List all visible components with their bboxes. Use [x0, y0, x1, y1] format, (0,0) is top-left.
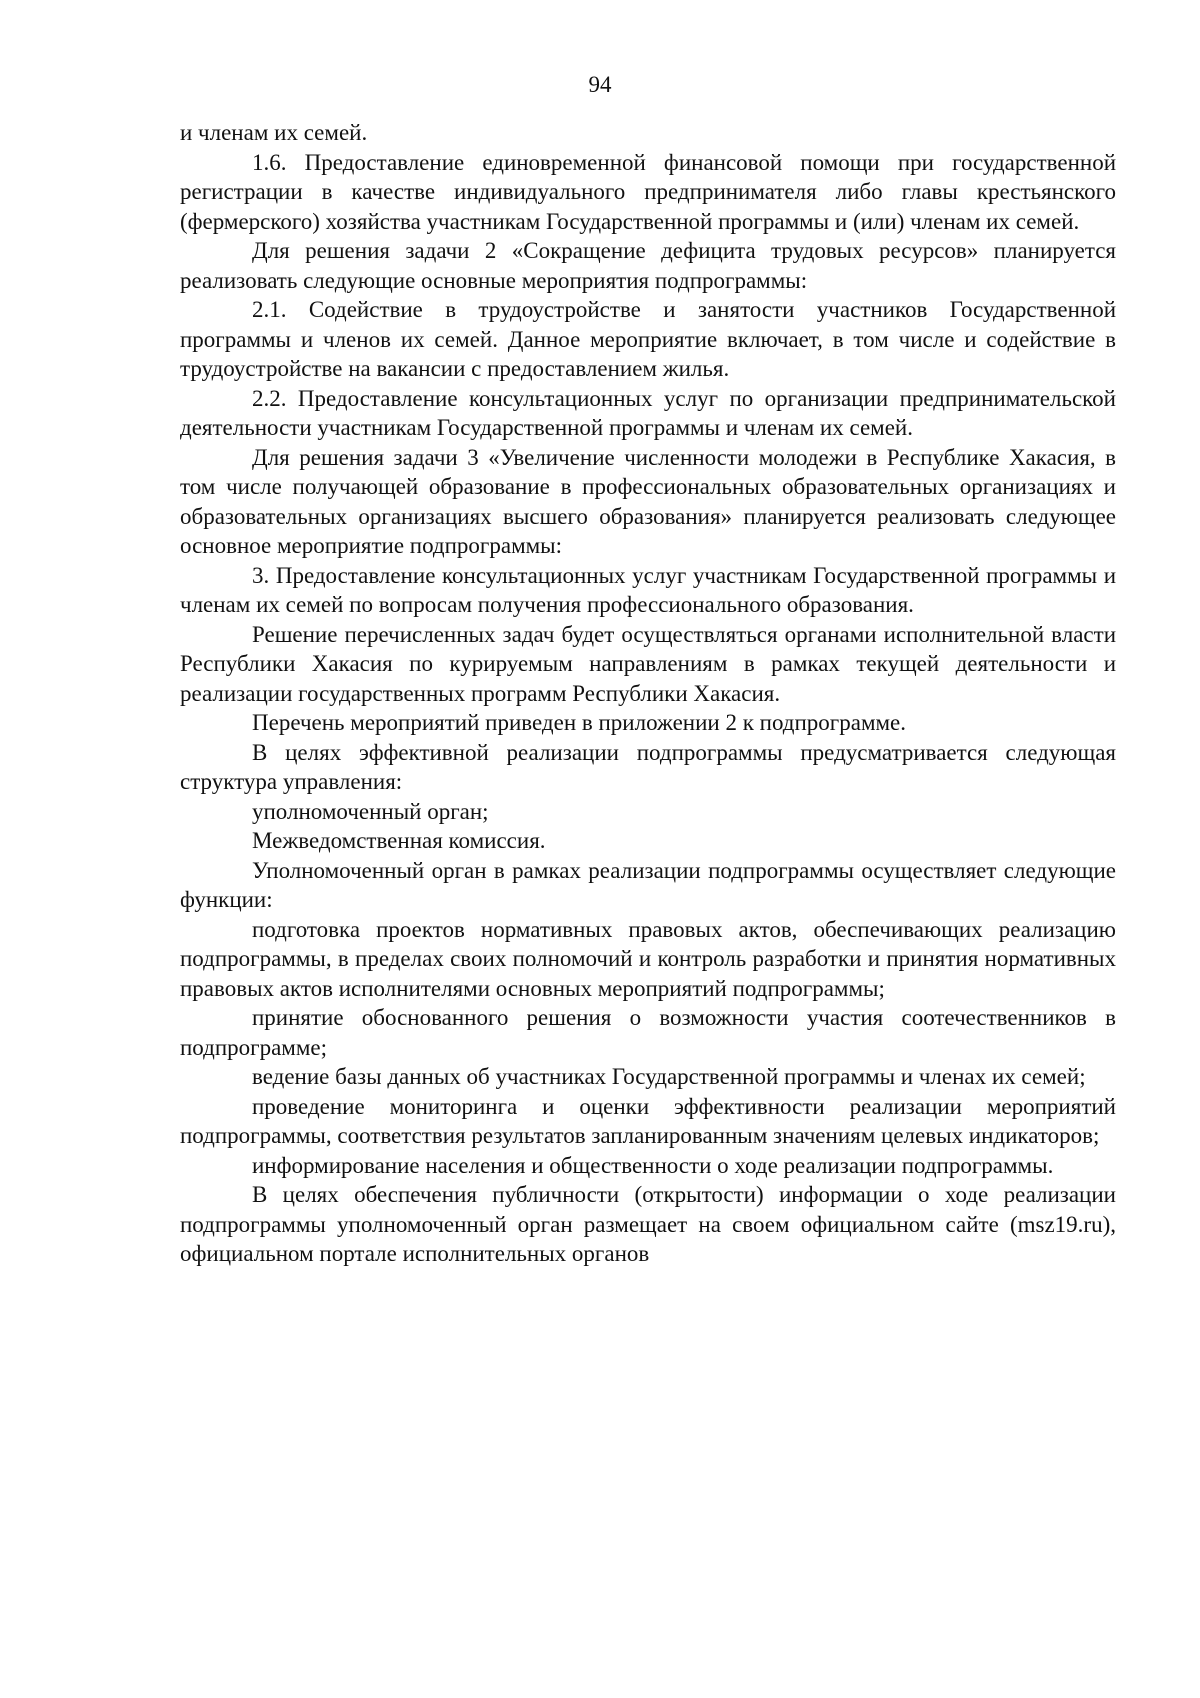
paragraph: 2.1. Содействие в трудоустройстве и занятости участников Государственной программы и членов их семей. Данное мероприятие включает, в том числе и содействие в трудоустройстве на вакансии с предоставлением жилья.: [180, 297, 1116, 381]
paragraph: проведение мониторинга и оценки эффективности реализации мероприятий подпрограммы, соответствия результатов запланированным значениям целевых индикаторов;: [180, 1093, 1116, 1148]
paragraph: Перечень мероприятий приведен в приложении 2 к подпрограмме.: [252, 710, 907, 735]
page-number: 94: [588, 72, 612, 97]
document-body: [180, 118, 1116, 1269]
paragraph: ведение базы данных об участниках Государственной программы и членах их семей;: [252, 1064, 1086, 1089]
paragraph: и членам их семей.: [180, 120, 368, 145]
paragraph: Уполномоченный орган в рамках реализации подпрограммы осуществляет следующие функции:: [180, 857, 1116, 912]
paragraph: В целях эффективной реализации подпрограммы предусматривается следующая структура управления:: [180, 739, 1116, 794]
paragraph: Для решения задачи 3 «Увеличение численности молодежи в Республике Хакасия, в том числе получающей образование в профессиональных образовательных организациях и образовательных организациях высшего образования» планируется реализовать следующее основное мероприятие подпрограммы:: [180, 444, 1116, 558]
paragraph: 1.6. Предоставление единовременной финансовой помощи при государственной регистрации в качестве индивидуального предпринимателя либо главы крестьянского (фермерского) хозяйства участникам Государственной программы и (или) членам их семей.: [180, 149, 1116, 234]
paragraph: В целях обеспечения публичности (открытости) информации о ходе реализации подпрограммы уполномоченный орган размещает на своем официальном сайте (msz19.ru), официальном портале исполнительных органов: [180, 1182, 1116, 1266]
paragraph: Для решения задачи 2 «Сокращение дефицита трудовых ресурсов» планируется реализовать следующие основные мероприятия подпрограммы:: [180, 238, 1116, 293]
paragraph: подготовка проектов нормативных правовых актов, обеспечивающих реализацию подпрограммы, в пределах своих полномочий и контроль разработки и принятия нормативных правовых актов исполнителями основных мероприятий подпрограммы;: [180, 916, 1116, 1001]
paragraph: принятие обоснованного решения о возможности участия соотечественников в подпрограмме;: [180, 1005, 1116, 1060]
paragraph: уполномоченный орган;: [252, 798, 489, 824]
paragraph: 3. Предоставление консультационных услуг участникам Государственной программы и членам их семей по вопросам получения профессионального образования.: [180, 562, 1116, 617]
paragraph: Решение перечисленных задач будет осуществляться органами исполнительной власти Республики Хакасия по курируемым направлениям в рамках текущей деятельности и реализации государственных программ Республики Хакасия.: [180, 621, 1116, 706]
paragraph: 2.2. Предоставление консультационных услуг по организации предпринимательской деятельности участникам Государственной программы и членам их семей.: [180, 385, 1116, 440]
paragraph: Межведомственная комиссия.: [252, 828, 546, 853]
paragraph: информирование населения и общественности о ходе реализации подпрограммы.: [252, 1152, 1054, 1178]
